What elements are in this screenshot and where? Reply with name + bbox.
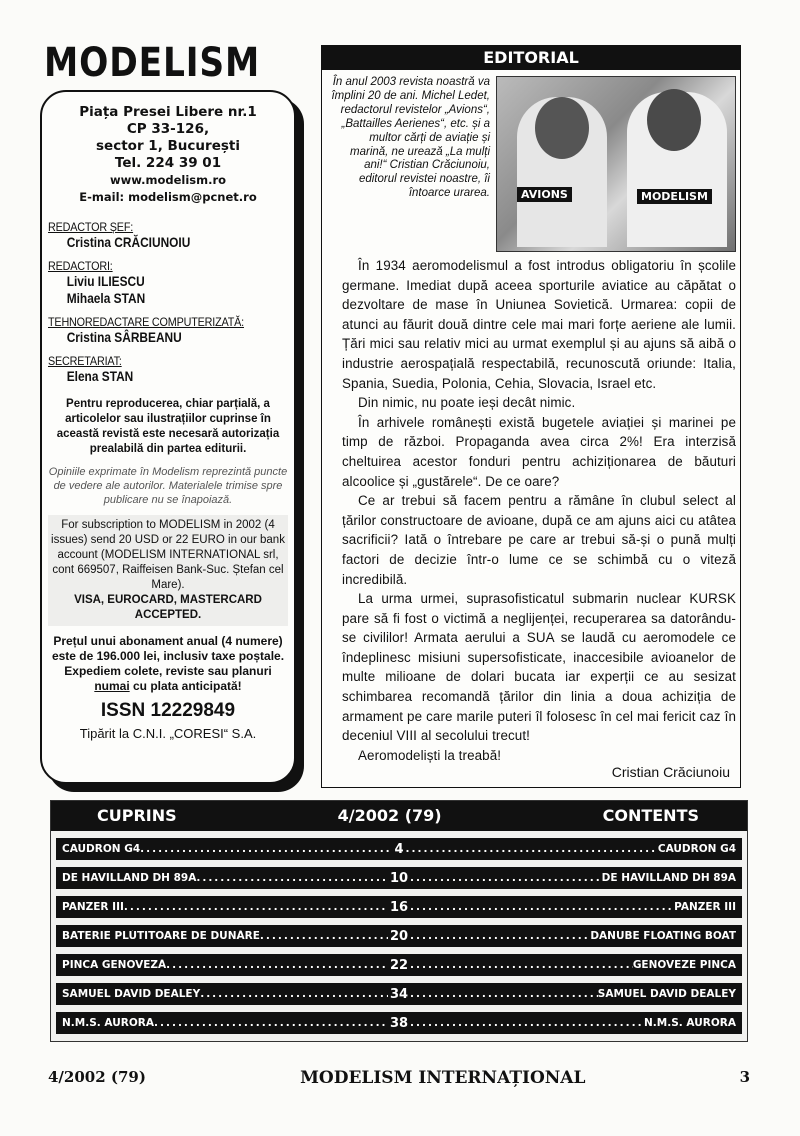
editorial-heading: EDITORIAL xyxy=(322,46,740,70)
staff-name: Cristina CRĂCIUNOIU xyxy=(66,234,191,250)
price-text: Prețul unui abonament anual (4 numere) este de 196.000 lei, inclusiv taxe poștale. Expediem colete, reviste sau planuri xyxy=(51,634,285,678)
printer: Tipărit la C.N.I. „CORESI“ S.A. xyxy=(79,726,257,741)
photo-magazine-label: MODELISM xyxy=(637,189,712,204)
article-title-ro: CAUDRON G4 xyxy=(62,843,141,855)
photo-magazine-label: AVIONS xyxy=(517,187,572,202)
contents-row[interactable] xyxy=(56,983,742,1005)
subscription-info xyxy=(48,515,288,626)
staff-role: TEHNOREDACTARE COMPUTERIZATĂ: xyxy=(48,315,244,329)
contents-row[interactable] xyxy=(56,867,742,889)
page-ref: 22 xyxy=(389,957,409,973)
article-title-ro: DE HAVILLAND DH 89A xyxy=(62,872,197,884)
article-title-ro: SAMUEL DAVID DEALEY xyxy=(62,988,201,1000)
page-ref: 34 xyxy=(389,986,409,1002)
address-line: CP 33-126, xyxy=(126,121,210,137)
footer-publication: MODELISM INTERNAȚIONAL xyxy=(300,1068,586,1088)
opinion-note: Opiniile exprimate în Modelism reprezintă puncte de vedere ale autorilor. Materialele trimise spre publicare nu se înapoiază. xyxy=(48,466,288,506)
imprint-box xyxy=(40,90,296,784)
paragraph: În arhivele românești există bugetele aviației și marinei pe timp de război. Propaganda avea circa 2%! Era interzisă cheltuirea acestor fonduri pentru achiziționarea de băuturi alcoolice și „gustărele“. De ce oare? xyxy=(342,414,736,489)
leader-dots xyxy=(124,901,388,913)
leader-dots xyxy=(410,930,590,942)
contents-row[interactable] xyxy=(56,838,742,860)
table-of-contents xyxy=(50,800,748,1042)
staff-role: REDACTORI: xyxy=(48,259,113,273)
leader-dots xyxy=(260,930,388,942)
article-title-en: GENOVEZE PINCA xyxy=(632,959,736,971)
staff-name: Elena STAN xyxy=(66,368,134,384)
leader-dots xyxy=(200,988,388,1000)
leader-dots xyxy=(410,901,674,913)
leader-dots xyxy=(196,872,388,884)
leader-dots xyxy=(166,959,388,971)
staff-name: Cristina SÂRBEANU xyxy=(66,329,182,345)
cards-accepted: VISA, EUROCARD, MASTERCARD ACCEPTED. xyxy=(74,594,262,621)
article-title-en: DANUBE FLOATING BOAT xyxy=(590,930,736,942)
article-title-en: DE HAVILLAND DH 89A xyxy=(601,872,736,884)
editorial-box xyxy=(321,45,741,788)
page-number: 3 xyxy=(739,1068,750,1086)
price-emphasis: numai xyxy=(94,679,130,693)
leader-dots xyxy=(140,843,392,855)
article-title-en: SAMUEL DAVID DEALEY xyxy=(597,988,736,1000)
staff-role: REDACTOR ȘEF: xyxy=(48,220,134,234)
address-block xyxy=(48,104,288,206)
price-text-end: cu plata anticipată! xyxy=(129,679,242,693)
email-link[interactable]: E-mail: modelism@pcnet.ro xyxy=(79,190,257,204)
contents-row[interactable] xyxy=(56,954,742,976)
photo-caption: În anul 2003 revista noastră va împlini 20 de ani. Michel Ledet, redactorul revistelor „Avions“, „Battailles Aerienes“, etc. și a multor cărți de aviație și marină, ne urează „La mulți ani!“ Cristian Crăciunoiu, editorul revistei noastre, îi întoarce urarea. xyxy=(331,76,490,200)
leader-dots xyxy=(410,959,633,971)
phone: Tel. 224 39 01 xyxy=(114,155,222,171)
subscription-text: For subscription to MODELISM in 2002 (4 issues) send 20 USD or 22 EURO in our bank account (MODELISM INTERNATIONAL srl, cont 669507, Raiffeisen Bank-Suc. Ștefan cel Mare). xyxy=(51,519,285,591)
editorial-body xyxy=(342,256,736,765)
page-ref: 38 xyxy=(389,1015,409,1031)
article-title-en: PANZER III xyxy=(674,901,736,913)
article-title-en: N.M.S. AURORA xyxy=(644,1017,736,1029)
address-line: Piața Presei Libere nr.1 xyxy=(79,104,257,120)
leader-dots xyxy=(410,872,602,884)
page-ref: 10 xyxy=(389,870,409,886)
masthead-title: MODELISM xyxy=(44,40,261,86)
paragraph: Din nimic, nu poate ieși decât nimic. xyxy=(358,395,576,411)
contents-row[interactable] xyxy=(56,925,742,947)
page-ref: 20 xyxy=(389,928,409,944)
article-title-ro: PINCA GENOVEZĂ xyxy=(62,959,167,971)
paragraph: În 1934 aeromodelismul a fost introdus obligatoriu în școlile germane. Imediat după aceea sporturile aviatice au căpătat o dezvoltare de mase în Uniunea Sovietică. Urmarea: copii de atunci au făurit două dintre cele mai mari forțe aeriene ale lumii. Țări mici sau relativ mici au urmat exemplul și au ajuns să aibă o industrie aerospațială respectabilă, recunoscută oriunde: Italia, Spania, Suedia, Polonia, Cehia, Slovacia, Israel etc. xyxy=(342,258,736,391)
website-link[interactable]: www.modelism.ro xyxy=(109,173,227,187)
price-note xyxy=(48,634,288,694)
staff-name: Mihaela STAN xyxy=(66,290,146,306)
contents-row[interactable] xyxy=(56,1012,742,1034)
article-title-ro: PANZER III xyxy=(62,901,124,913)
address-line: sector 1, București xyxy=(96,138,240,154)
leader-dots xyxy=(410,988,598,1000)
contents-header xyxy=(51,801,747,831)
footer-issue: 4/2002 (79) xyxy=(48,1068,146,1086)
signature: Cristian Crăciunoiu xyxy=(611,764,730,780)
staff-role: SECRETARIAT: xyxy=(48,354,122,368)
contents-row[interactable] xyxy=(56,896,742,918)
leader-dots xyxy=(154,1017,388,1029)
paragraph: La urma urmei, suprasofisticatul submarin nuclear KURSK pare să fi fost o victimă a neglijenței, recuperarea sa datorându-se civililor! Armata aerului a SUA se laudă cu aeromodele ce îndeplinesc misiuni supersofisticate, inaccesibile avioanelor de multe milioane de dolari bucata iar experții ce au sesizat schimbarea recomandă țărilor din linia a doua achiziția de armament pe care marile puteri îl folosesc în cel mai fericit caz în deceniul VIII al secolului trecut! xyxy=(342,591,736,744)
issn: ISSN 12229849 xyxy=(100,700,236,721)
page-ref: 16 xyxy=(389,899,409,915)
page-footer xyxy=(48,1068,750,1088)
leader-dots xyxy=(410,1017,644,1029)
editorial-photo xyxy=(496,76,736,252)
contents-title-en: CONTENTS xyxy=(602,806,699,825)
contents-title-ro: CUPRINS xyxy=(97,806,177,825)
leader-dots xyxy=(406,843,658,855)
article-title-en: CAUDRON G4 xyxy=(657,843,737,855)
article-title-ro: N.M.S. AURORA xyxy=(62,1017,154,1029)
paragraph: Ce ar trebui să facem pentru a rămâne în clubul select al țărilor constructoare de avioane, după ce am ajuns aici cu atâtea sacrificii? Iată o întrebare pe care ar trebui să-și o pună mulți factori de decizie într-o lume ce se schimbă cu o viteză incredibilă. xyxy=(342,493,736,587)
staff-name: Liviu ILIESCU xyxy=(66,273,145,289)
paragraph: Aeromodeliști la treabă! xyxy=(358,747,502,763)
article-title-ro: BATERIE PLÚTITOARE DE DUNĂRE xyxy=(62,930,260,942)
issue-number: 4/2002 (79) xyxy=(337,806,442,825)
page-ref: 4 xyxy=(394,841,404,857)
reproduction-note: Pentru reproducerea, chiar parțială, a articolelor sau ilustrațiilor cuprinse în această revistă este necesară autorizația prealabilă din partea editurii. xyxy=(56,398,280,455)
